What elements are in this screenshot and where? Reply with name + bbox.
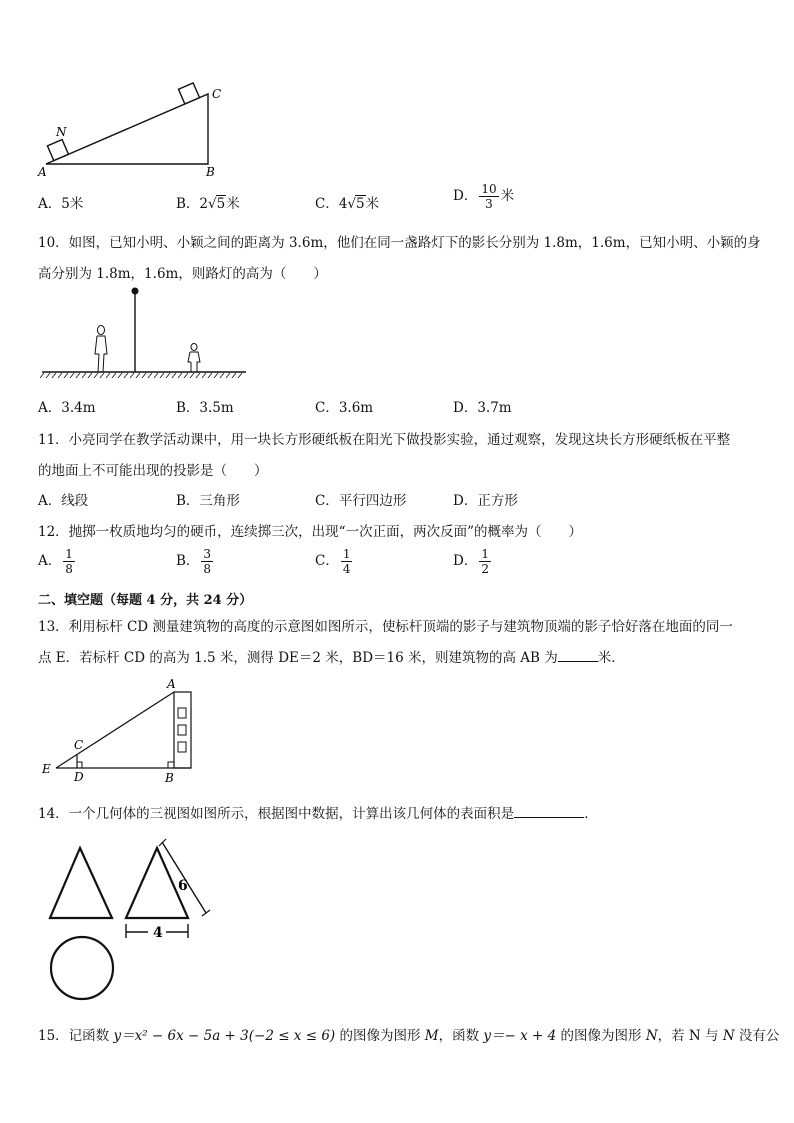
sqrt-symbol: √ [347,196,357,212]
fraction-denominator: 8 [65,562,73,576]
q11-option-c: C．平行四边形 [315,493,407,509]
q9-option-c-unit: 米 [365,196,380,212]
label-c: C [212,87,222,101]
label-a: A [38,165,47,179]
q11-stem-line1: 11．小亮同学在教学活动课中，用一块长方形硬纸板在阳光下做投影实验，通过观察，发现这块长方形硬纸板在平整 [38,432,731,448]
label-b: B [165,771,174,785]
q10-option-d: D．3.7m [453,400,512,416]
q15-figure-n-2: N [722,1028,735,1044]
dimension-base: 4 [153,925,163,941]
q10-option-a: A．3.4m [38,400,96,416]
q9-option-b [176,192,240,212]
q9-option-d [453,182,514,211]
q9-option-d-prefix: D． [453,188,478,204]
q11-stem-line2: 的地面上不可能出现的投影是（ ） [38,463,268,479]
building-figure [36,676,206,788]
q13-stem-text: 点 E．若标杆 CD 的高为 1.5 米，测得 DE＝2 米，BD＝16 米，则建筑物的高 AB 为 [38,650,558,666]
q12-option-a [38,547,77,576]
q14-stem-end: ． [584,806,598,822]
label-c: C [74,738,84,752]
q12-option-c [315,547,354,576]
q14-stem [38,802,598,822]
q12-option-b-prefix: B． [176,553,200,569]
q10-option-c: C．3.6m [315,400,374,416]
q15-text-b: 的图像为图形 [335,1028,425,1044]
q12-option-a-prefix: A． [38,553,62,569]
q13-stem-end: 米． [597,650,625,666]
fraction [201,547,213,576]
q12-option-d [453,547,493,576]
q10-stem-line1: 10．如图，已知小明、小颖之间的距离为 3.6m，他们在同一盏路灯下的影长分别为 1.8m，1.6m，已知小明、小颖的身 [38,235,761,251]
q11-option-b: B．三角形 [176,493,240,509]
q12-option-c-prefix: C． [315,553,339,569]
q9-option-c-prefix: C．4 [315,196,348,212]
q9-option-a: A．5米 [38,196,84,212]
q12-stem: 12．抛掷一枚质地均匀的硬币，连续掷三次，出现“一次正面，两次反面”的概率为（ ） [38,524,582,540]
q12-option-b [176,547,215,576]
q15-text-a: 15．记函数 [38,1028,114,1044]
fraction [479,182,498,211]
q14-stem-text: 14．一个几何体的三视图如图所示，根据图中数据，计算出该几何体的表面积是 [38,806,515,822]
q11-option-d: D．正方形 [453,493,518,509]
q15-function-1: y＝x² − 6x − 5a + 3(−2 ≤ x ≤ 6) [113,1028,336,1044]
fraction-denominator: 3 [485,197,493,211]
q15-text-e: ，若 N 与 [657,1028,723,1044]
q9-option-d-unit: 米 [500,188,515,204]
q15-figure-n: N [645,1028,658,1044]
q13-stem-line2 [38,646,625,666]
fraction-denominator: 4 [342,562,351,576]
q9-option-b-radicand: 5 [216,196,226,212]
fraction-denominator: 2 [481,562,489,576]
answer-blank[interactable] [558,661,598,662]
q9-option-b-unit: 米 [226,196,240,212]
label-e: E [42,762,51,776]
fraction-numerator: 1 [65,547,73,561]
three-views-figure [40,834,220,1014]
fraction [63,547,75,576]
label-d: D [74,770,84,784]
slope-figure [34,76,234,180]
q9-option-c-radicand: 5 [356,196,365,212]
q15-text-f: 没有公 [734,1028,780,1044]
fraction [341,547,353,576]
label-b: B [206,165,215,179]
q15-function-2: y＝− x + 4 [483,1028,557,1044]
q10-option-b: B．3.5m [176,400,234,416]
dimension-slant: 6 [178,878,188,894]
fraction [479,547,491,576]
q13-stem-line1: 13．利用标杆 CD 测量建筑物的高度的示意图如图所示，使标杆顶端的影子与建筑物顶端的影子恰好落在地面的同一 [38,619,733,635]
q9-option-c [315,192,379,212]
fraction-denominator: 8 [203,562,212,576]
q10-stem-line2: 高分别为 1.8m，1.6m，则路灯的高为（ ） [38,266,327,282]
q15-figure-m: M [424,1028,439,1044]
fraction-numerator: 3 [203,547,212,561]
answer-blank[interactable] [514,817,584,818]
q9-option-b-prefix: B．2 [176,196,209,212]
q15-text-c: ，函数 [438,1028,484,1044]
fraction-numerator: 10 [481,182,497,196]
street-lamp-figure [40,284,250,380]
section-title: 二、填空题（每题 4 分，共 24 分） [38,593,253,608]
q15-stem [38,1024,779,1044]
q15-text-d: 的图像为图形 [556,1028,646,1044]
fraction-numerator: 1 [481,547,489,561]
sqrt-symbol: √ [208,196,217,212]
label-n: N [56,125,67,139]
fraction-numerator: 1 [342,547,351,561]
q11-option-a: A．线段 [38,493,89,509]
label-a: A [167,677,176,691]
q12-option-d-prefix: D． [453,553,478,569]
